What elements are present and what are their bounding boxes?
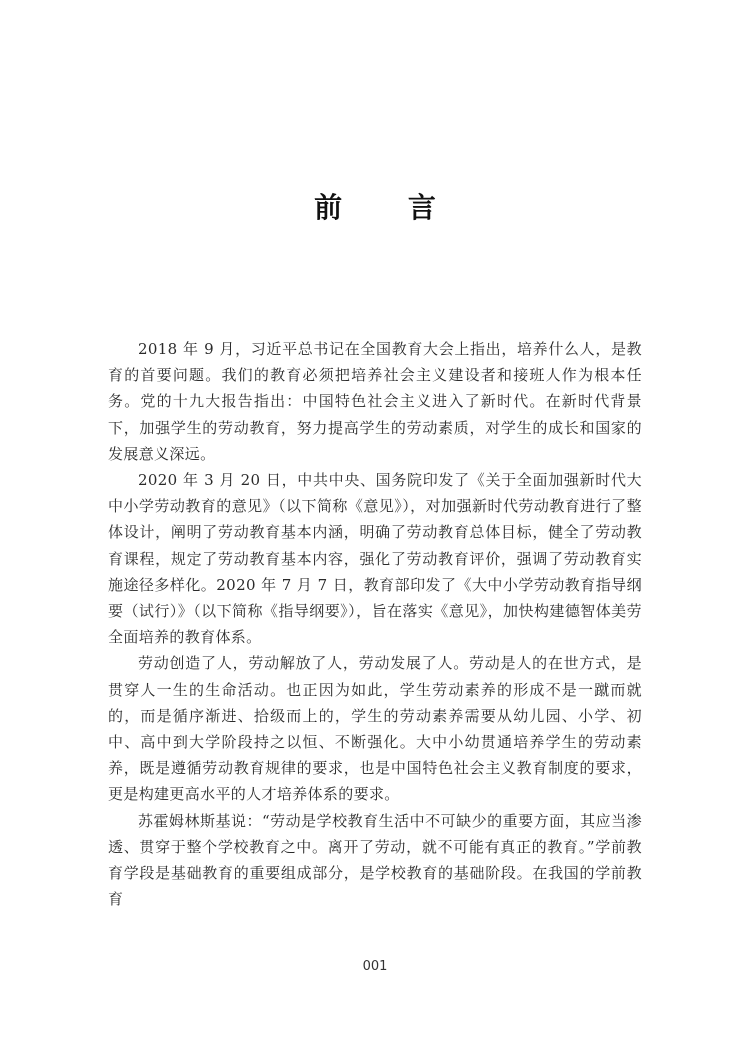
paragraph-2: 2020 年 3 月 20 日，中共中央、国务院印发了《关于全面加强新时代大中小学劳动教育的意见》（以下简称《意见》），对加强新时代劳动教育进行了整体设计，阐明了劳动教育基本内涵，明确了劳动教育总体目标，健全了劳动教育课程，规定了劳动教育基本内容，强化了劳动教育评价，强调了劳动教育实施途径多样化。2020 年 7 月 7 日，教育部印发了《大中小学劳动教育指导纲要（试行）》（以下简称《指导纲要》），旨在落实《意见》，加快构建德智体美劳全面培养的教育体系。 — [108, 471, 642, 647]
paragraph-4: 苏霍姆林斯基说：“劳动是学校教育生活中不可缺少的重要方面，其应当渗透、贯穿于整个学校教育之中。离开了劳动，就不可能有真正的教育。”学前教育学段是基础教育的重要组成部分，是学校教育的基础阶段。在我国的学前教育 — [108, 811, 642, 909]
page-title: 前 言 — [314, 191, 464, 224]
paragraph-3: 劳动创造了人，劳动解放了人，劳动发展了人。劳动是人的在世方式，是贯穿人一生的生命活动。也正因为如此，学生劳动素养的形成不是一蹴而就的，而是循序渐进、拾级而上的，学生的劳动素养需要从幼儿园、小学、初中、高中到大学阶段持之以恒、不断强化。大中小幼贯通培养学生的劳动素养，既是遵循劳动教育规律的要求，也是中国特色社会主义教育制度的要求，更是构建更高水平的人才培养体系的要求。 — [108, 654, 642, 804]
body-text — [108, 336, 642, 912]
page-number: 001 — [362, 959, 388, 974]
paragraph-1: 2018 年 9 月，习近平总书记在全国教育大会上指出，培养什么人，是教育的首要问题。我们的教育必须把培养社会主义建设者和接班人作为根本任务。党的十九大报告指出：中国特色社会主义进入了新时代。在新时代背景下，加强学生的劳动教育，努力提高学生的劳动素质，对学生的成长和国家的发展意义深远。 — [108, 340, 642, 463]
